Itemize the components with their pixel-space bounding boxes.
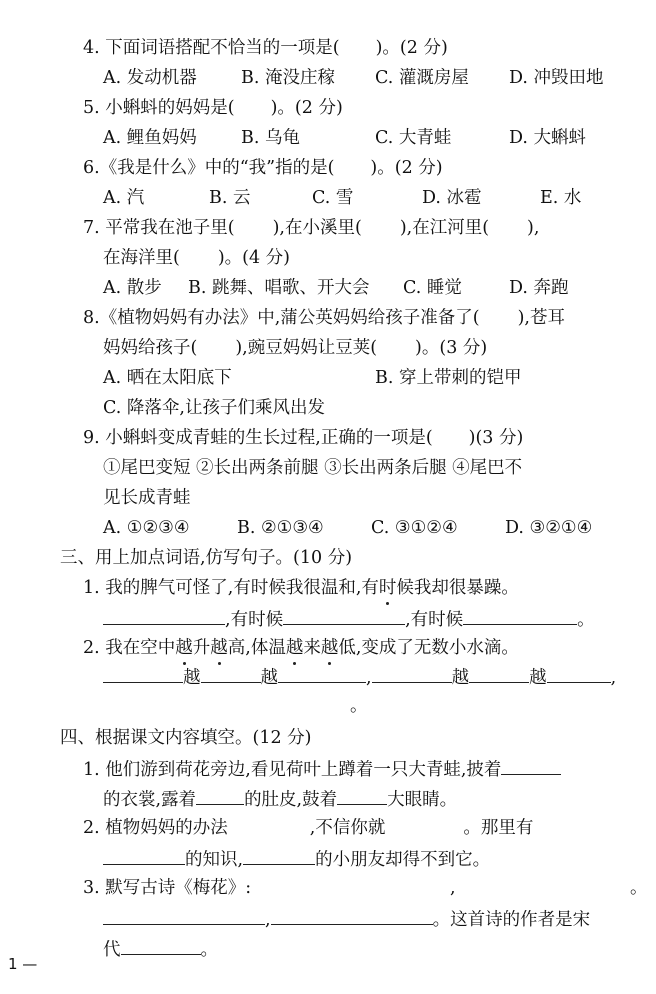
option-d[interactable]: D. ③②①④ <box>505 518 593 538</box>
sec4-fill-2-line2: 的知识, 的小朋友却得不到它。 <box>103 846 490 872</box>
option-c[interactable]: C. 雪 <box>312 188 354 208</box>
q5-options <box>103 126 586 150</box>
sec3-sentence-1: 1. 我的脾气可怪了,有时候我很温和,有时候我却很暴躁。 <box>83 578 519 598</box>
sec4-fill-3-line3: 代 。 <box>103 936 218 962</box>
fill-blank[interactable] <box>463 606 577 625</box>
option-d[interactable]: D. 大蝌蚪 <box>509 128 587 148</box>
page-number: 1 — <box>8 955 38 973</box>
fill-blank[interactable] <box>283 606 405 625</box>
sec3-fill-1: ,有时候 ,有时候 。 <box>103 606 595 632</box>
q6-options <box>103 186 581 210</box>
sec4-fill-3-end: 。 <box>630 878 648 898</box>
option-b[interactable]: B. 云 <box>209 188 251 208</box>
sec3-fill-2-end: 。 <box>350 696 368 716</box>
q5-stem: 5. 小蝌蚪的妈妈是( )。(2 分) <box>83 98 343 118</box>
option-d[interactable]: D. 冲毁田地 <box>509 68 604 88</box>
option-c[interactable]: C. ③①②④ <box>371 518 458 538</box>
section-3-title: 三、用上加点词语,仿写句子。(10 分) <box>60 548 353 568</box>
option-b[interactable]: B. 乌龟 <box>241 128 300 148</box>
section-4-title: 四、根据课文内容填空。(12 分) <box>60 728 312 748</box>
option-b[interactable]: B. ②①③④ <box>237 518 324 538</box>
fill-blank[interactable] <box>103 846 185 865</box>
q6-stem: 6.《我是什么》中的“我”指的是( )。(2 分) <box>83 158 443 178</box>
sec3-fill-2: 越 越 , 越 越 , <box>103 664 616 690</box>
q8-options-row2 <box>103 396 325 420</box>
option-a[interactable]: A. 晒在太阳底下 <box>103 368 232 388</box>
sec4-fill-3-line1: 3. 默写古诗《梅花》: <box>83 878 252 898</box>
sec4-fill-2-line1: 2. 植物妈妈的办法 ,不信你就 。那里有 <box>83 818 534 838</box>
fill-blank[interactable] <box>278 664 366 683</box>
fill-blank[interactable] <box>337 786 387 805</box>
option-c[interactable]: C. 灌溉房屋 <box>375 68 469 88</box>
fill-blank[interactable] <box>469 664 529 683</box>
q7-options <box>103 276 569 300</box>
q9-options <box>103 516 592 540</box>
sec4-fill-1-line2: 的衣裳,露着 的肚皮,鼓着 大眼睛。 <box>103 786 457 812</box>
option-c[interactable]: C. 睡觉 <box>403 278 462 298</box>
sec4-fill-1-line1: 1. 他们游到荷花旁边,看见荷叶上蹲着一只大青蛙,披着 <box>83 756 561 782</box>
fill-blank[interactable] <box>243 846 315 865</box>
option-c[interactable]: C. 降落伞,让孩子们乘风出发 <box>103 398 325 418</box>
q9-stem: 9. 小蝌蚪变成青蛙的生长过程,正确的一项是( )(3 分) <box>83 428 524 448</box>
q9-steps: ①尾巴变短 ②长出两条前腿 ③长出两条后腿 ④尾巴不 <box>103 458 523 478</box>
fill-blank[interactable] <box>103 606 225 625</box>
fill-blank[interactable] <box>547 664 611 683</box>
fill-blank[interactable] <box>103 906 265 925</box>
fill-blank[interactable] <box>196 786 244 805</box>
q8-options-row1 <box>103 366 522 390</box>
option-c[interactable]: C. 大青蛙 <box>375 128 452 148</box>
option-b[interactable]: B. 穿上带刺的铠甲 <box>375 368 522 388</box>
fill-blank[interactable] <box>501 756 561 775</box>
option-b[interactable]: B. 跳舞、唱歌、开大会 <box>188 278 370 298</box>
sec4-fill-3-line2: , 。这首诗的作者是宋 <box>103 906 590 932</box>
option-a[interactable]: A. 鲤鱼妈妈 <box>103 128 197 148</box>
sec4-fill-3-comma: , <box>450 878 456 898</box>
q8-line2: 妈妈给孩子( ),豌豆妈妈让豆荚( )。(3 分) <box>103 338 488 358</box>
sec3-sentence-2: 2. 我在空中越升越高,体温越来越低,变成了无数小水滴。 <box>83 638 519 658</box>
fill-blank[interactable] <box>271 906 433 925</box>
option-d[interactable]: D. 奔跑 <box>509 278 569 298</box>
fill-blank[interactable] <box>201 664 261 683</box>
q7-line2: 在海洋里( )。(4 分) <box>103 248 291 268</box>
fill-blank[interactable] <box>103 664 183 683</box>
q7-line1: 7. 平常我在池子里( ),在小溪里( ),在江河里( ), <box>83 218 540 238</box>
option-e[interactable]: E. 水 <box>540 188 582 208</box>
fill-blank[interactable] <box>372 664 452 683</box>
option-d[interactable]: D. 冰雹 <box>422 188 482 208</box>
fill-blank[interactable] <box>121 936 201 955</box>
q8-line1: 8.《植物妈妈有办法》中,蒲公英妈妈给孩子准备了( ),苍耳 <box>83 308 565 328</box>
q4-stem: 4. 下面词语搭配不恰当的一项是( )。(2 分) <box>83 38 448 58</box>
option-a[interactable]: A. 汽 <box>103 188 145 208</box>
option-b[interactable]: B. 淹没庄稼 <box>241 68 335 88</box>
q4-options <box>103 66 604 90</box>
option-a[interactable]: A. ①②③④ <box>103 518 190 538</box>
option-a[interactable]: A. 散步 <box>103 278 162 298</box>
option-a[interactable]: A. 发动机器 <box>103 68 197 88</box>
q9-steps-cont: 见长成青蛙 <box>103 488 191 508</box>
